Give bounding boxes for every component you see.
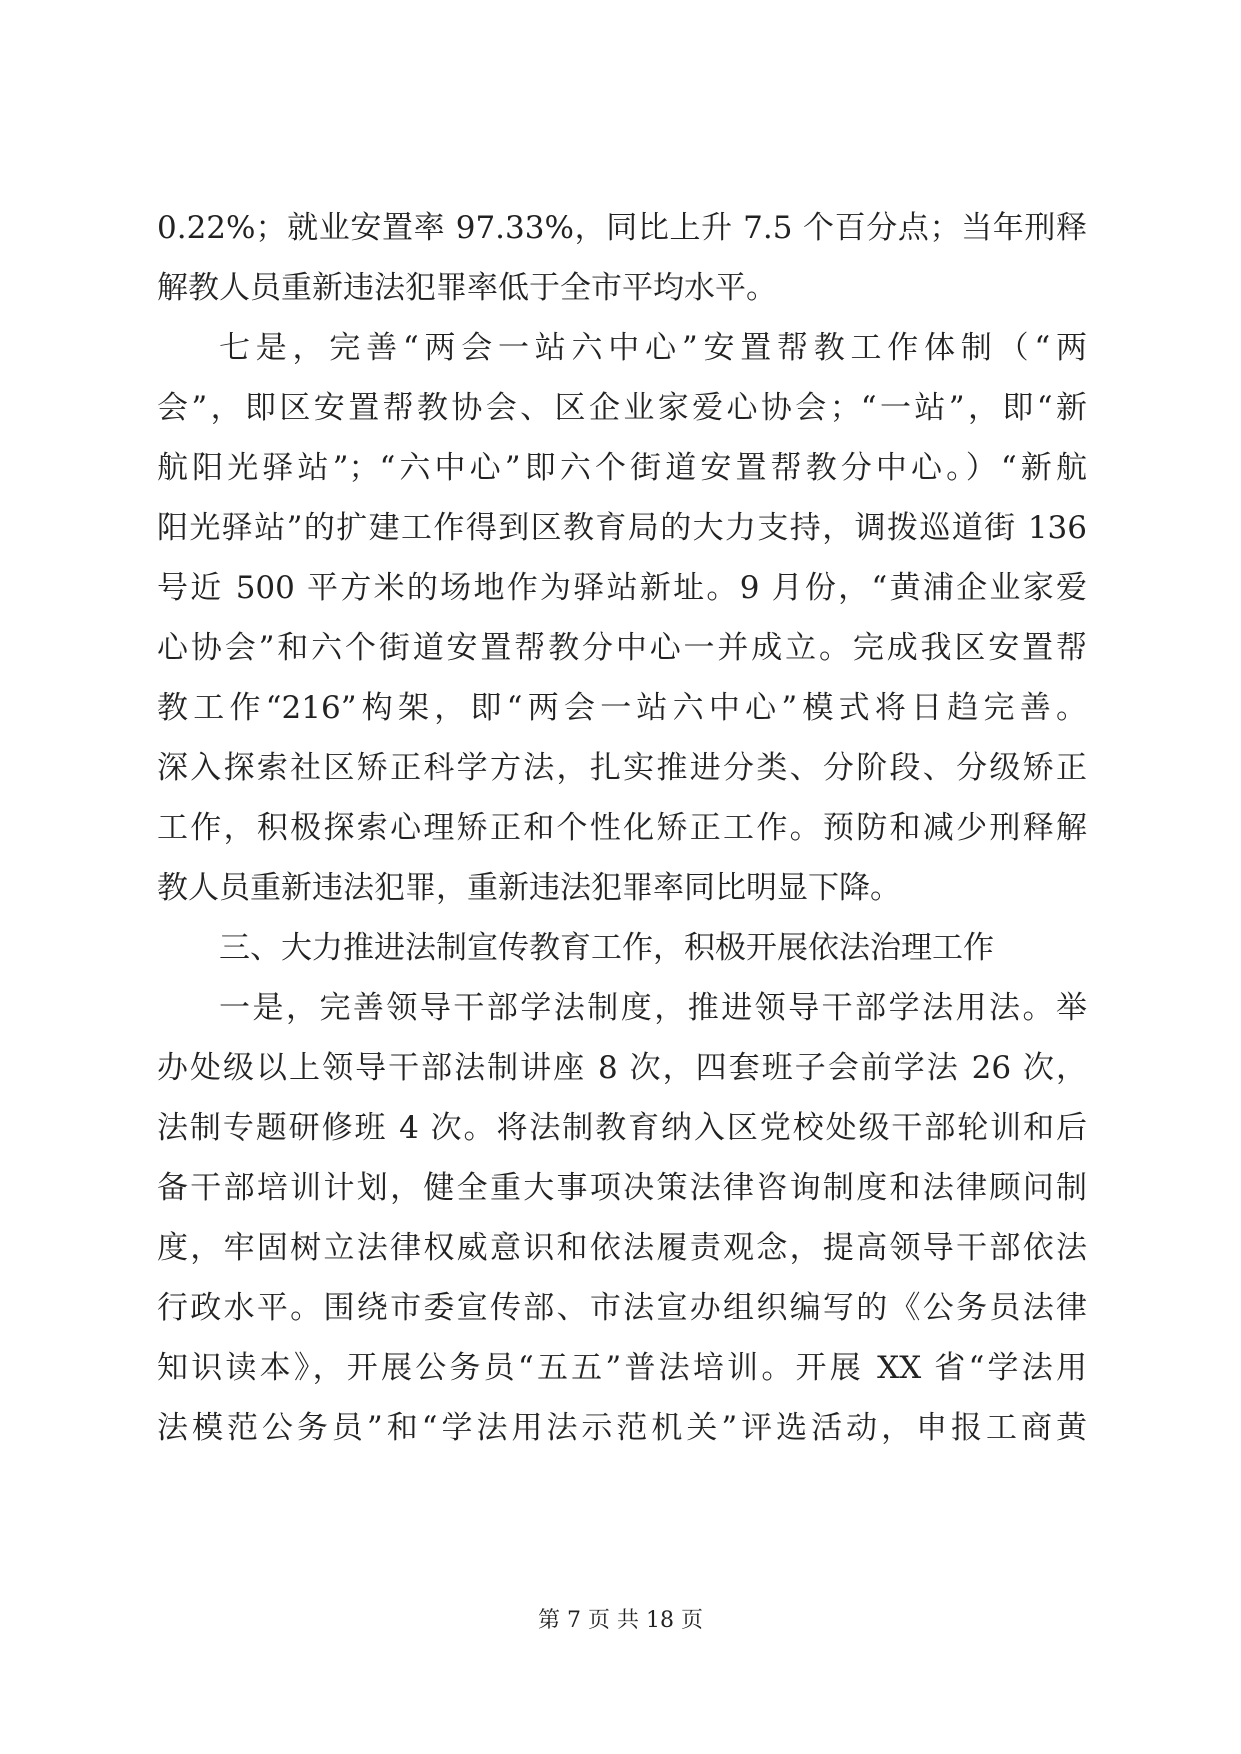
text-line: 阳光驿站”的扩建工作得到区教育局的大力支持，调拨巡道街 136 <box>157 510 1087 546</box>
text-line: 法模范公务员”和“学法用法示范机关”评选活动，申报工商黄 <box>157 1410 1087 1446</box>
text-line: 0.22%；就业安置率 97.33%，同比上升 7.5 个百分点；当年刑释 <box>157 210 1087 246</box>
text-line: 工作，积极探索心理矫正和个性化矫正工作。预防和减少刑释解 <box>157 810 1087 846</box>
text-line: 度，牢固树立法律权威意识和依法履责观念，提高领导干部依法 <box>157 1230 1087 1266</box>
text-line: 心协会”和六个街道安置帮教分中心一并成立。完成我区安置帮 <box>157 630 1087 666</box>
text-line: 教工作“216”构架，即“两会一站六中心”模式将日趋完善。 <box>157 690 1087 726</box>
text-line: 办处级以上领导干部法制讲座 8 次，四套班子会前学法 26 次， <box>157 1050 1087 1086</box>
page-number-footer: 第 7 页 共 18 页 <box>538 1608 703 1633</box>
text-line: 知识读本》，开展公务员“五五”普法培训。开展 XX 省“学法用 <box>157 1350 1087 1386</box>
text-line: 教人员重新违法犯罪，重新违法犯罪率同比明显下降。 <box>157 870 901 906</box>
text-line: 行政水平。围绕市委宣传部、市法宣办组织编写的《公务员法律 <box>157 1290 1087 1326</box>
text-line: 号近 500 平方米的场地作为驿站新址。9 月份，“黄浦企业家爱 <box>157 570 1087 606</box>
text-line: 一是，完善领导干部学法制度，推进领导干部学法用法。举 <box>219 990 1087 1026</box>
text-line: 备干部培训计划，健全重大事项决策法律咨询制度和法律顾问制 <box>157 1170 1087 1206</box>
text-line: 解教人员重新违法犯罪率低于全市平均水平。 <box>157 270 777 306</box>
text-line: 七是，完善“两会一站六中心”安置帮教工作体制（“两 <box>219 330 1087 366</box>
text-line: 会”，即区安置帮教协会、区企业家爱心协会；“一站”，即“新 <box>157 390 1087 426</box>
section-heading: 三、大力推进法制宣传教育工作，积极开展依法治理工作 <box>219 930 994 966</box>
text-line: 深入探索社区矫正科学方法，扎实推进分类、分阶段、分级矫正 <box>157 750 1087 786</box>
text-line: 航阳光驿站”；“六中心”即六个街道安置帮教分中心。）“新航 <box>157 450 1087 486</box>
text-line: 法制专题研修班 4 次。将法制教育纳入区党校处级干部轮训和后 <box>157 1110 1087 1146</box>
